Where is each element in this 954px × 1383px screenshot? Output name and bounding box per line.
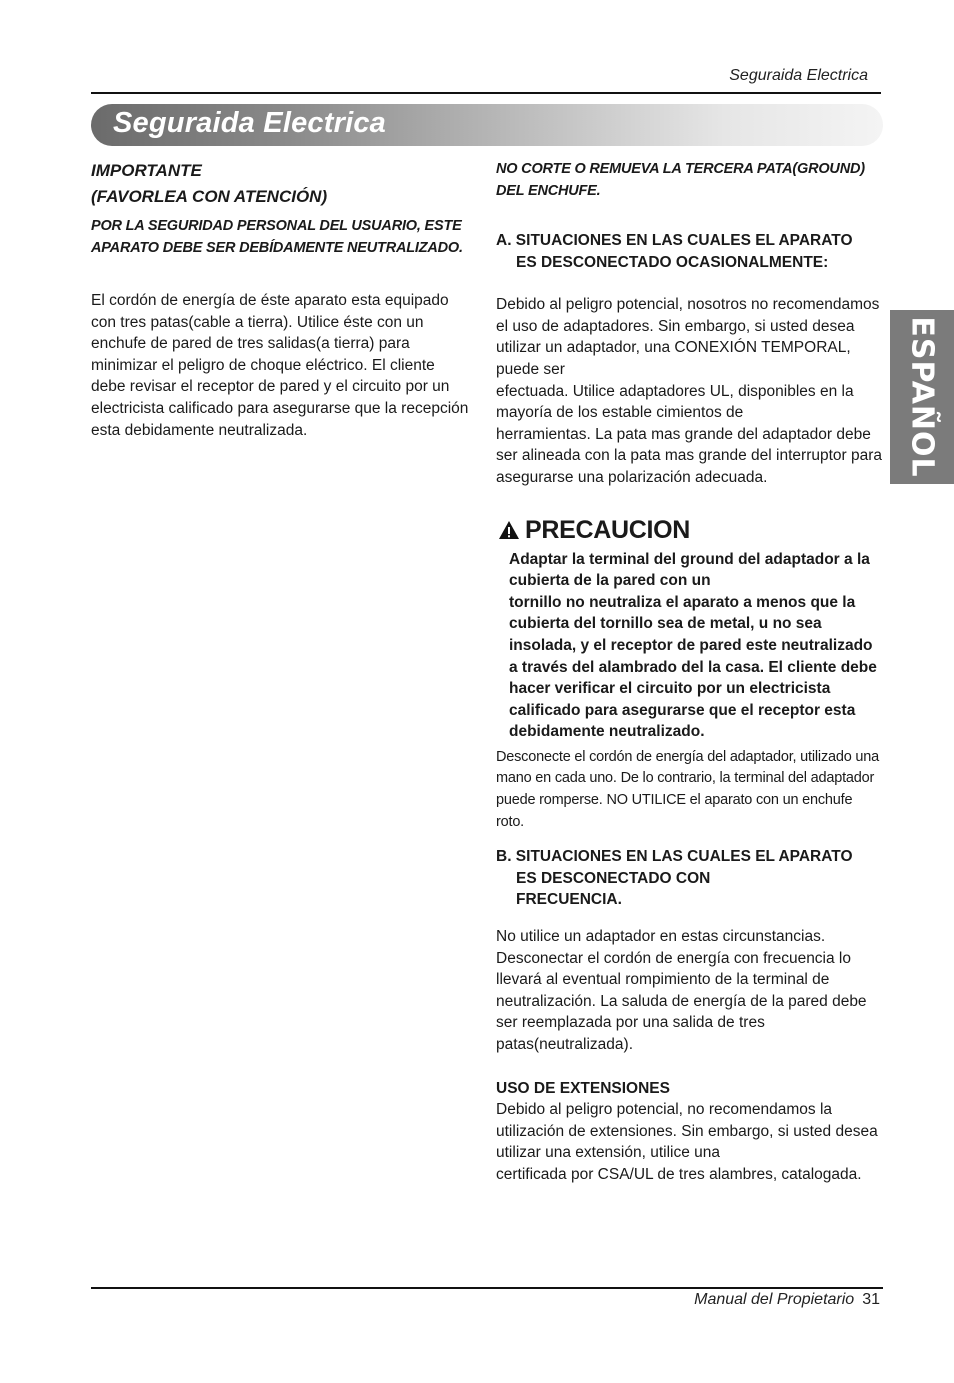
safety-note: POR LA SEGURIDAD PERSONAL DEL USUARIO, ESTE APARATO DEBE SER DEBÍDAMENTE NEUTRALIZADO. <box>91 218 463 256</box>
footer-page-number: 31 <box>862 1291 880 1308</box>
language-side-tab-label: ESPAÑOL <box>904 316 940 478</box>
caution-text-2: tornillo no neutraliza el aparato a menos que la cubierta del tornillo sea de metal, u no sea insolada, y el receptor de pared este neutralizado a través del alambrado del la casa. El cliente debe hacer verificar el circuito por un electricista calificado para asegurarse que el receptor esta debidamente neutralizado. <box>509 593 877 741</box>
section-a-heading-line2: ES DESCONECTADO OCASIONALMENTE: <box>516 253 829 271</box>
section-title: Seguraida Electrica <box>113 107 386 139</box>
caution-body <box>496 549 884 743</box>
page-footer <box>694 1291 880 1309</box>
section-b-heading <box>496 846 884 911</box>
section-b-heading-line3: FRECUENCIA. <box>516 891 622 909</box>
grounding-paragraph: El cordón de energía de éste aparato esta equipado con tres patas(cable a tierra). Utilice éste con un enchufe de pared de tres salidas(a tierra) para minimizar el peligro de choque eléctrico. El cliente debe revisar el receptor de pared y el circuito por un electricista calificado para asegurarse que la recepción esta debidamente neutralizada. <box>91 292 469 439</box>
ground-pin-note: NO CORTE O REMUEVA LA TERCERA PATA(GROUND) DEL ENCHUFE. <box>496 161 865 199</box>
running-header: Seguraida Electrica <box>729 67 868 84</box>
right-column <box>496 158 884 1186</box>
section-a-heading <box>496 230 884 273</box>
language-side-tab <box>890 310 954 484</box>
section-b-heading-line1: B. SITUACIONES EN LAS CUALES EL APARATO <box>496 848 853 866</box>
section-b-body: No utilice un adaptador en estas circunstancias. Desconectar el cordón de energía con frecuencia lo llevará al eventual rompimiento de la terminal de neutralización. La saluda de energía de la pared debe ser reemplazada por una salida de tres patas(neutralizada). <box>496 928 867 1053</box>
caution-followup: Desconecte el cordón de energía del adaptador, utilizado una mano en cada uno. De lo contrario, la terminal del adaptador puede romperse. NO UTILICE el aparato con un enchufe roto. <box>496 748 880 830</box>
warning-triangle-icon <box>498 520 520 540</box>
section-a-body <box>496 294 884 488</box>
caution-title: PRECAUCION <box>525 515 691 544</box>
bottom-rule <box>91 1287 883 1289</box>
section-b-heading-line2: ES DESCONECTADO CON <box>516 869 711 887</box>
footer-manual-label: Manual del Propietario <box>694 1291 855 1308</box>
section-a-body-2: efectuada. Utilice adaptadores UL, disponibles en la mayoría de los estable cimientos de <box>496 382 854 422</box>
section-a-body-1: Debido al peligro potencial, nosotros no recomendamos el uso de adaptadores. Sin embargo, si usted desea utilizar un adaptador, una CONEXIÓN TEMPORAL, puede ser <box>496 296 880 378</box>
caution-text-1: Adaptar la terminal del ground del adaptador a la cubierta de la pared con un <box>509 550 870 590</box>
left-column <box>91 158 471 441</box>
importante-subheading: (FAVORLEA CON ATENCIÓN) <box>91 187 328 206</box>
importante-heading: IMPORTANTE <box>91 161 202 180</box>
extensions-heading: USO DE EXTENSIONES <box>496 1079 670 1097</box>
extensions-body-2: certificada por CSA/UL de tres alambres, catalogada. <box>496 1165 862 1183</box>
section-a-heading-line1: A. SITUACIONES EN LAS CUALES EL APARATO <box>496 232 853 249</box>
extensions-body-1: Debido al peligro potencial, no recomendamos la utilización de extensiones. Sin embargo, si usted desea utilizar una extensión, utilice una <box>496 1101 878 1162</box>
section-a-body-3: herramientas. La pata mas grande del adaptador debe ser alineada con la pata mas grande del interruptor para asegurarse una polarización adecuada. <box>496 425 883 486</box>
section-title-bar <box>91 104 883 146</box>
caution-heading <box>496 515 884 545</box>
top-rule <box>91 92 881 94</box>
extensions-body <box>496 1099 884 1185</box>
